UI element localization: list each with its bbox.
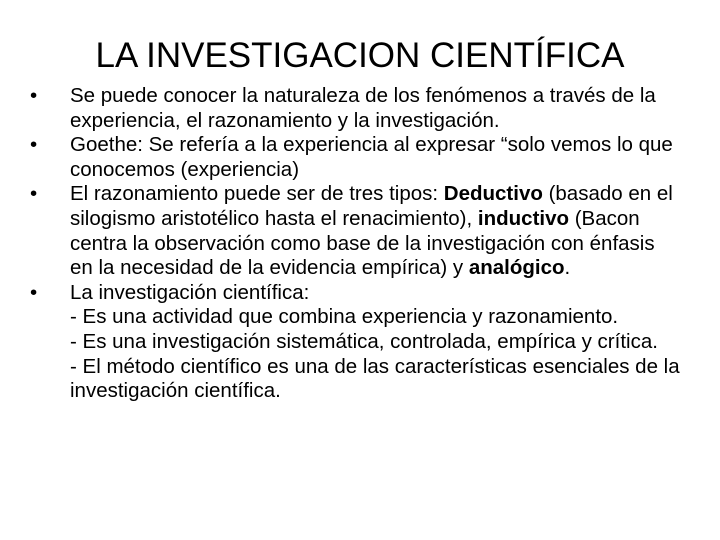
bullet-list	[0, 84, 720, 404]
bold-term-deductivo: Deductivo	[443, 182, 543, 206]
sub-item-2: - Es una investigación sistemática, controlada, empírica y crítica.	[70, 329, 658, 353]
slide-title: LA INVESTIGACION CIENTÍFICA	[95, 36, 625, 75]
bullet-dot-icon: •	[30, 133, 38, 157]
bullet-dot-icon: •	[30, 280, 38, 304]
bold-term-inductivo: inductivo	[477, 206, 570, 230]
sub-item-3: - El método científico es una de las características esenciales de la investigación científica.	[70, 354, 680, 403]
bullet-dot-icon: •	[30, 182, 38, 206]
sub-item-1: - Es una actividad que combina experiencia y razonamiento.	[70, 305, 619, 329]
bullet-item-4	[0, 281, 720, 404]
bullet-text: Goethe: Se refería a la experiencia al expresar “solo vemos lo que conocemos (experiencia)	[70, 133, 673, 181]
bullet-text: Se puede conocer la naturaleza de los fenómenos a través de la experiencia, el razonamiento y la investigación.	[70, 84, 656, 132]
bullet-item-2	[0, 133, 720, 182]
bullet-dot-icon: •	[30, 84, 38, 107]
bullet-text-part: (basado en el silogismo aristotélico hasta el renacimiento),	[70, 182, 673, 230]
bullet-item-1	[0, 84, 720, 133]
bullet-text-part: .	[564, 256, 571, 280]
bullet-text-part: El razonamiento puede ser de tres tipos:	[70, 182, 444, 206]
bold-term-analogico: analógico	[468, 256, 565, 280]
bullet-item-3	[0, 182, 720, 280]
bullet-text-part: (Bacon centra la observación como base de la investigación con énfasis en la necesidad de la evidencia empírica) y	[70, 206, 655, 280]
bullet-text: La investigación científica:	[70, 280, 310, 304]
